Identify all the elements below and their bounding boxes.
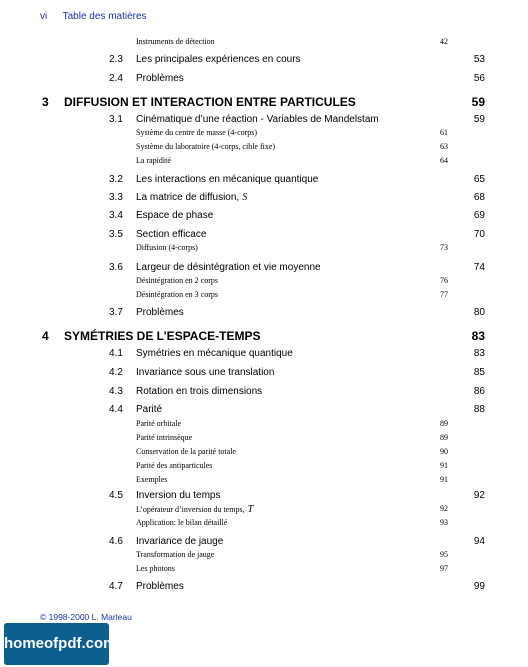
copyright-footer: © 1998-2000 L. Marleau: [40, 612, 132, 622]
section-title: Invariance sous une translation: [136, 367, 275, 378]
subsection-page: 89: [440, 433, 448, 442]
watermark-logo: homeofpdf.com: [4, 623, 109, 665]
chapter-page: 83: [471, 329, 485, 343]
section-page: 85: [473, 367, 485, 378]
subsection-title-text: L’opérateur d’inversion du temps,: [136, 505, 245, 514]
subsection-page: 64: [440, 156, 448, 165]
subsection-title: Parité orbitale: [136, 419, 182, 428]
section-number: 4.3: [109, 386, 123, 397]
section-page: 94: [473, 536, 485, 547]
section-title: Cinématique d’une réaction - Variables de Mandelstam: [136, 114, 379, 125]
section-number: 3.7: [109, 307, 123, 318]
chapter-number: 3: [42, 95, 49, 109]
section-page: 99: [473, 581, 485, 592]
section-page: 86: [473, 386, 485, 397]
section-page: 65: [473, 174, 485, 185]
section-title: Rotation en trois dimensions: [136, 386, 263, 397]
section-title: Parité: [136, 404, 163, 415]
chapter-title: DIFFUSION ET INTERACTION ENTRE PARTICULES: [64, 95, 356, 109]
section-number: 2.4: [109, 73, 123, 84]
section-page: 70: [473, 229, 485, 240]
subsection-title: [136, 504, 253, 515]
section-title: Problèmes: [136, 307, 184, 318]
section-number: 4.7: [109, 581, 123, 592]
chapter-title: SYMÉTRIES DE L’ESPACE-TEMPS: [64, 329, 261, 343]
section-page: 56: [473, 73, 485, 84]
section-title: Section efficace: [136, 229, 207, 240]
section-title: Largeur de désintégration et vie moyenne: [136, 262, 321, 273]
math-symbol: T: [247, 504, 254, 515]
section-page: 88: [473, 404, 485, 415]
subsection-page: 91: [440, 475, 448, 484]
section-page: 69: [473, 210, 485, 221]
section-number: 4.6: [109, 536, 123, 547]
subsection-page: 92: [440, 504, 448, 513]
chapter-page: 59: [471, 95, 485, 109]
section-number: 3.3: [109, 192, 123, 203]
subsection-page: 91: [440, 461, 448, 470]
section-title: Problèmes: [136, 73, 184, 84]
section-title: Symétries en mécanique quantique: [136, 348, 293, 359]
section-page: 53: [473, 54, 485, 65]
math-symbol: S: [242, 192, 248, 203]
chapter-number: 4: [42, 329, 49, 343]
section-number: 2.3: [109, 54, 123, 65]
section-title: [136, 192, 247, 203]
section-number: 3.2: [109, 174, 123, 185]
subsection-title: Conservation de la parité totale: [136, 447, 236, 456]
section-page: 92: [473, 490, 485, 501]
subsection-page: 76: [440, 276, 448, 285]
section-title: Les principales expériences en cours: [136, 54, 301, 65]
subsection-page: 42: [440, 37, 448, 46]
section-title: Problèmes: [136, 581, 184, 592]
subsection-title: Désintégration en 3 corps: [136, 290, 218, 299]
subsection-title: Exemples: [136, 475, 168, 484]
subsection-page: 97: [440, 564, 448, 573]
section-number: 3.6: [109, 262, 123, 273]
section-number: 4.2: [109, 367, 123, 378]
section-title: Invariance de jauge: [136, 536, 224, 547]
subsection-title: La rapidité: [136, 156, 171, 165]
header-page-number: vi: [40, 11, 48, 22]
subsection-page: 77: [440, 290, 448, 299]
section-number: 4.4: [109, 404, 123, 415]
subsection-title: Désintégration en 2 corps: [136, 276, 218, 285]
section-number: 3.1: [109, 114, 123, 125]
section-number: 3.5: [109, 229, 123, 240]
subsection-title: Transformation de jauge: [136, 550, 215, 559]
subsection-title: Parité intrinsèque: [136, 433, 193, 442]
subsection-page: 61: [440, 128, 448, 137]
subsection-page: 90: [440, 447, 448, 456]
section-title: Inversion du temps: [136, 490, 221, 501]
subsection-title: Les photons: [136, 564, 175, 573]
section-number: 3.4: [109, 210, 123, 221]
subsection-title: Diffusion (4-corps): [136, 243, 198, 252]
section-page: 83: [473, 348, 485, 359]
subsection-title: Système du centre de masse (4-corps): [136, 128, 258, 137]
subsection-page: 63: [440, 142, 448, 151]
subsection-title: Parité des antiparticules: [136, 461, 213, 470]
section-title-text: La matrice de diffusion,: [136, 192, 240, 203]
subsection-page: 95: [440, 550, 448, 559]
running-header: [40, 11, 147, 22]
subsection-title: Système du laboratoire (4-corps, cible fixe): [136, 142, 276, 151]
subsection-page: 89: [440, 419, 448, 428]
section-title: Les interactions en mécanique quantique: [136, 174, 319, 185]
header-title: Table des matières: [62, 11, 147, 22]
section-page: 68: [473, 192, 485, 203]
section-number: 4.1: [109, 348, 123, 359]
section-page: 80: [473, 307, 485, 318]
subsection-title: Application: le bilan détaillé: [136, 518, 228, 527]
section-title: Espace de phase: [136, 210, 214, 221]
subsection-page: 73: [440, 243, 448, 252]
section-page: 74: [473, 262, 485, 273]
section-page: 59: [473, 114, 485, 125]
section-number: 4.5: [109, 490, 123, 501]
subsection-page: 93: [440, 518, 448, 527]
subsection-title: Instruments de détection: [136, 37, 215, 46]
